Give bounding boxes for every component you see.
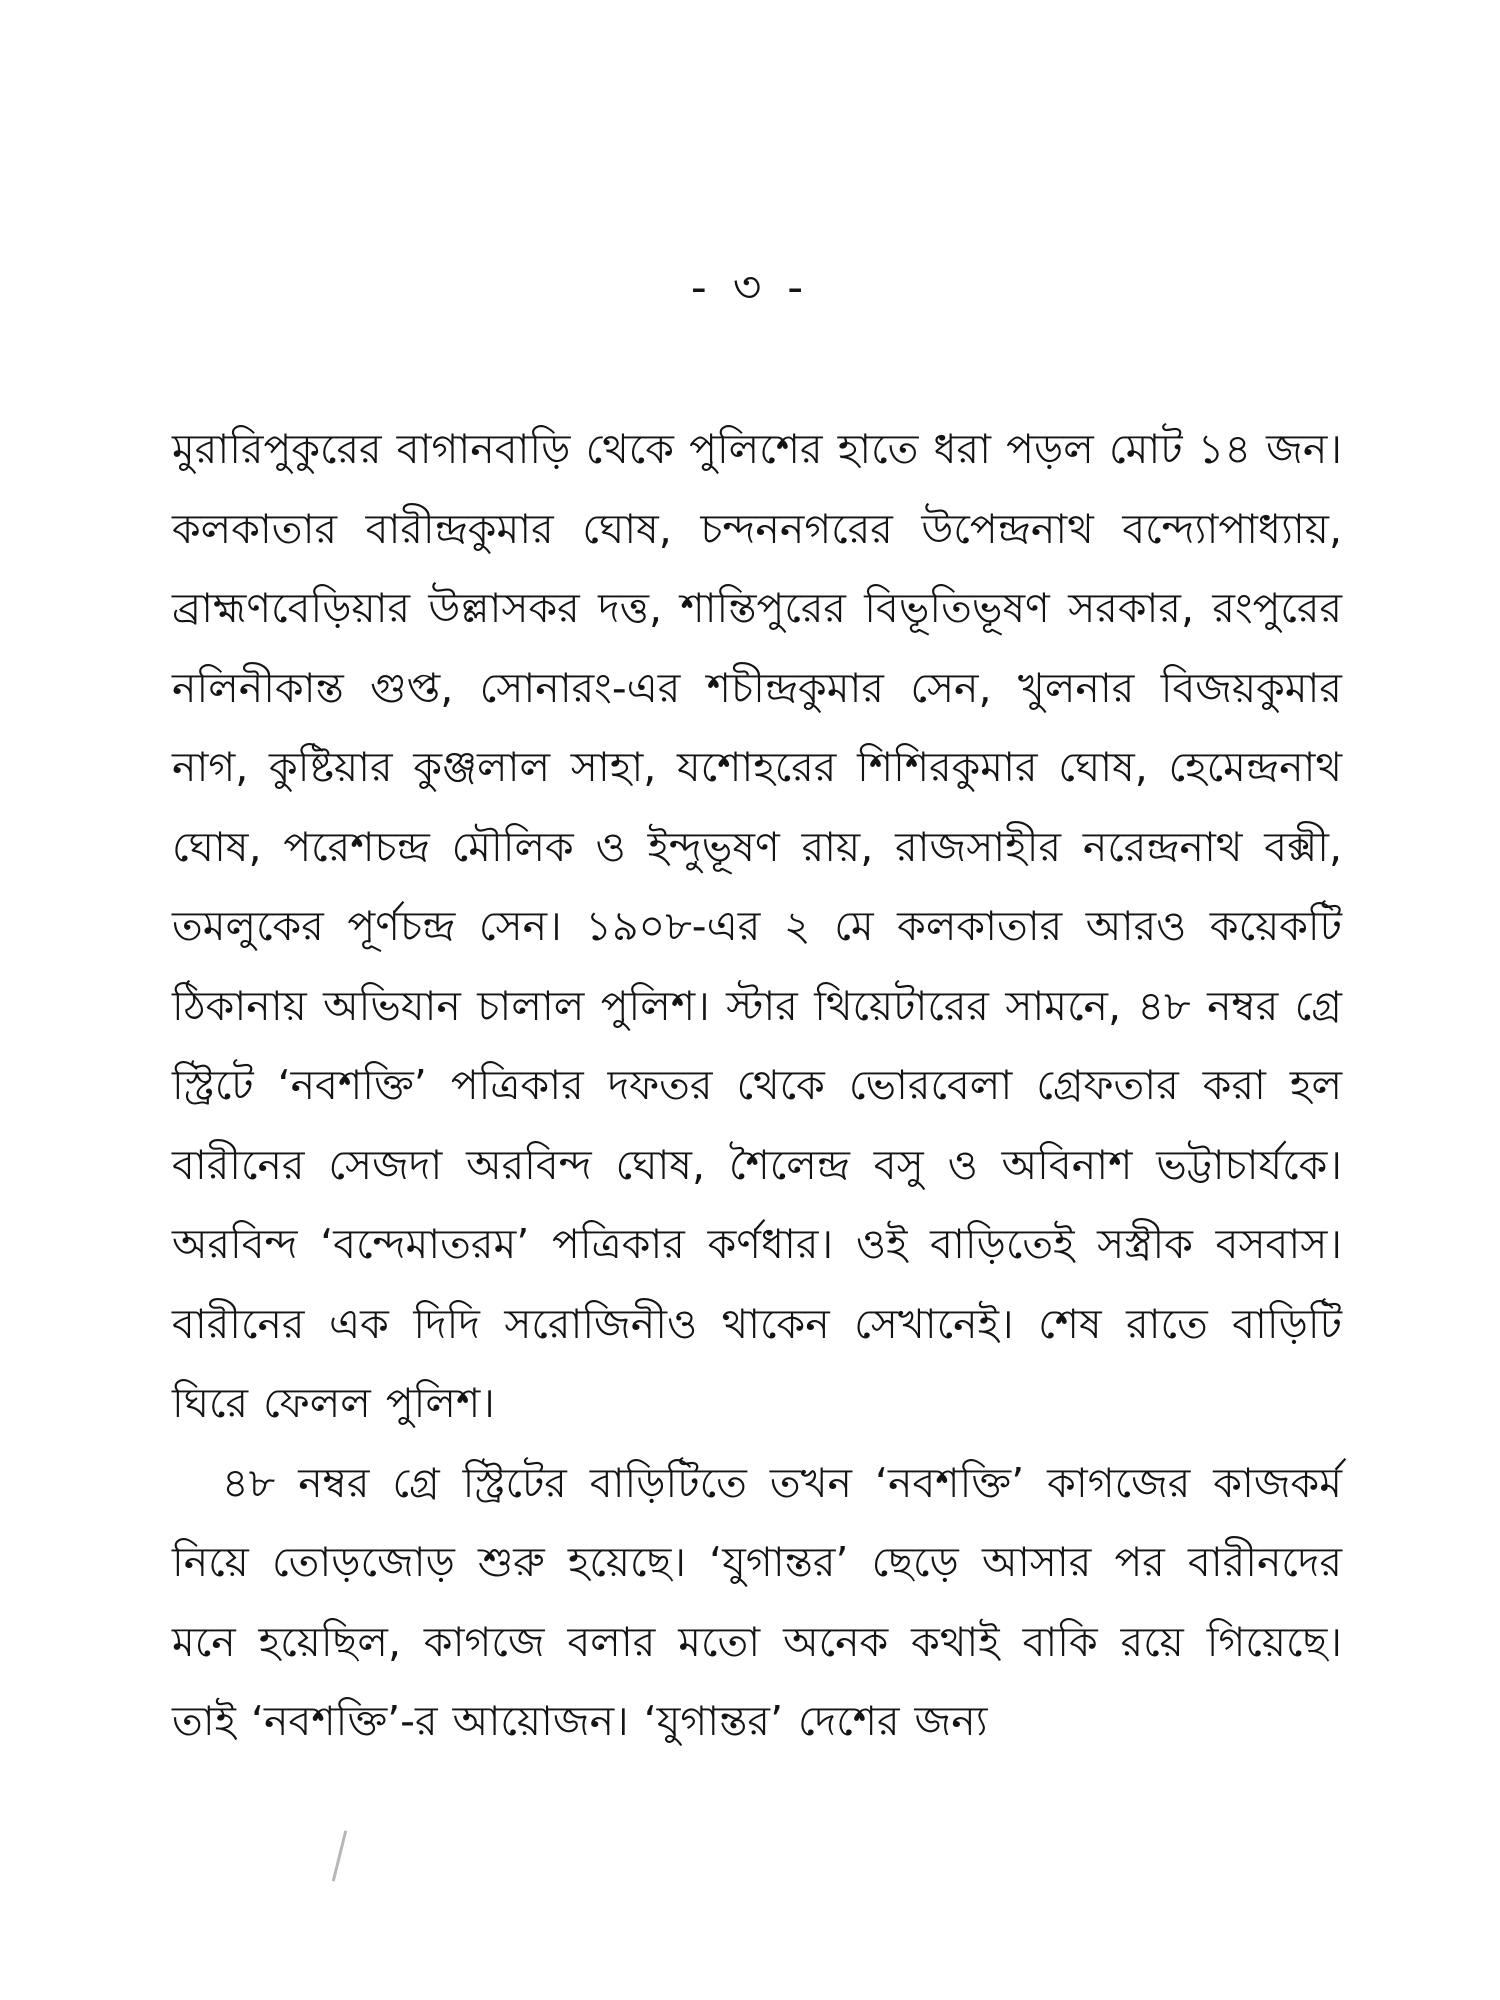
body-text [172,410,1342,1762]
scan-mark [332,1830,347,1881]
paragraph-1: মুরারিপুকুরের বাগানবাড়ি থেকে পুলিশের হাতে ধরা পড়ল মোট ১৪ জন। কলকাতার বারীন্দ্রকুমার ঘোষ, চন্দননগরের উপেন্দ্রনাথ বন্দ্যোপাধ্যায়, ব্রাহ্মণবেড়িয়ার উল্লাসকর দত্ত, শান্তিপুরের বিভূতিভূষণ সরকার, রংপুরের নলিনীকান্ত গুপ্ত, সোনারং-এর শচীন্দ্রকুমার সেন, খুলনার বিজয়কুমার নাগ, কুষ্টিয়ার কুঞ্জলাল সাহা, যশোহরের শিশিরকুমার ঘোষ, হেমেন্দ্রনাথ ঘোষ, পরেশচন্দ্র মৌলিক ও ইন্দুভূষণ রায়, রাজসাহীর নরেন্দ্রনাথ বক্সী, তমলুকের পূর্ণচন্দ্র সেন। ১৯০৮-এর ২ মে কলকাতার আরও কয়েকটি ঠিকানায় অভিযান চালাল পুলিশ। স্টার থিয়েটারের সামনে, ৪৮ নম্বর গ্রে স্ট্রিটে ‘নবশক্তি’ পত্রিকার দফতর থেকে ভোরবেলা গ্রেফতার করা হল বারীনের সেজদা অরবিন্দ ঘোষ, শৈলেন্দ্র বসু ও অবিনাশ ভট্টাচার্যকে। অরবিন্দ ‘বন্দেমাতরম’ পত্রিকার কর্ণধার। ওই বাড়িতেই সস্ত্রীক বসবাস। বারীনের এক দিদি সরোজিনীও থাকেন সেখানেই। শেষ রাতে বাড়িটি ঘিরে ফেলল পুলিশ। [172,425,1342,1427]
paragraph-2: ৪৮ নম্বর গ্রে স্ট্রিটের বাড়িটিতে তখন ‘নবশক্তি’ কাগজের কাজকর্ম নিয়ে তোড়জোড় শুরু হয়েছে। ‘যুগান্তর’ ছেড়ে আসার পর বারীনদের মনে হয়েছিল, কাগজে বলার মতো অনেক কথাই বাকি রয়ে গিয়েছে। তাই ‘নবশক্তি’-র আয়োজন। ‘যুগান্তর’ দেশের জন্য [172,1458,1342,1745]
page-number: - ৩ - [690,262,810,313]
